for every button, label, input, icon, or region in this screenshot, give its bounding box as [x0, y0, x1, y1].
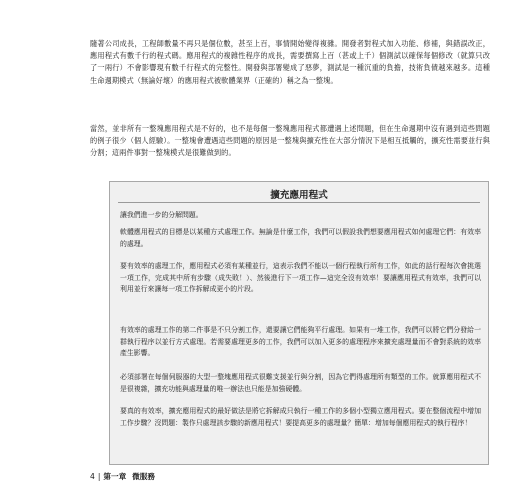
page-number: 4: [90, 472, 95, 481]
sidebar-box: [109, 181, 489, 465]
sidebar-paragraph-6: 要真的有效率，擴充應用程式的最好做法是將它拆解成只執行一種工作的多個小型獨立應用程式。要在整個流程中增加工作步驟？沒問題：製作只處理該步驟的新應用程式！要提高更多的處理量？簡單：增加每個應用程式的執行程序！: [120, 407, 481, 427]
chapter-title: 微服務: [132, 472, 155, 481]
sidebar-title: 擴充應用程式: [270, 190, 328, 201]
sidebar-paragraph-4: 有效率的處理工作的第二件事是不只分割工作，還要讓它們能夠平行處理。如果有一堆工作，我們可以將它們分發給一群執行程序以並行方式處理。若需要處理更多的工作，我們可以加入更多的處理程序來擴充處理量而不會對系統的效率產生影響。: [120, 326, 481, 358]
sidebar-divider: [118, 202, 480, 203]
page-footer: [90, 471, 155, 482]
sidebar-paragraph-5: 必須部署在每個伺服器的大型一整塊應用程式很難支援並行與分割，因為它們得處理所有類型的工作。就算應用程式不是很複雜，擴充功能與處理量的唯一辦法也只能是加強硬體。: [120, 373, 481, 393]
chapter-label: 第一章: [103, 472, 127, 481]
body-paragraph-1: 隨著公司成長，工程師數量不再只是個位數，甚至上百，事情開始變得複雜。開發者對程式加入功能、修補，與錯誤改正，應用程式有數千行的程式碼。應用程式的複雜性程序的成長，需要撰寫上百（甚或上千）個測試以確保每個修改（就算只改了一兩行）不會影響現有數千行程式的完整性。開發與部署變成了惡夢，測試是一種沉重的負擔，技術負債越來越多。這種生命週期模式（無論好壞）的應用程式被軟體業界（正確的）稱之為一整塊。: [90, 39, 490, 85]
body-paragraph-2: 當然，並非所有一整塊應用程式是不好的，也不是每個一整塊應用程式都遭遇上述問題，但在生命週期中沒有遇到這些問題的例子很少（個人經驗）。一整塊會遭遇這些問題的原因是一整塊與擴充性在大部分情況下是相互抵觸的，擴充性需要並行與分割；這兩件事對一整塊模式是很難做到的。: [90, 124, 490, 158]
footer-separator: |: [97, 472, 101, 481]
sidebar-paragraph-3: 要有效率的處理工作，應用程式必須有某種並行，這表示我們不能以一個行程執行所有工作，如此的話行程每次會挑選一項工作，完成其中所有步驟（成失敗！）、然後進行下一項工作—這完全沒有效率！要讓應用程式有效率，我們可以利用並行來讓每一項工作拆解成更小的片段。: [120, 262, 481, 294]
sidebar-paragraph-2: 軟體應用程式的目標是以某種方式處理工作。無論是什麼工作，我們可以假設我們想要應用程式如何處理它們：有效率的處理。: [120, 228, 481, 248]
sidebar-paragraph-1: 讓我們進一步的分解問題。: [120, 211, 203, 219]
